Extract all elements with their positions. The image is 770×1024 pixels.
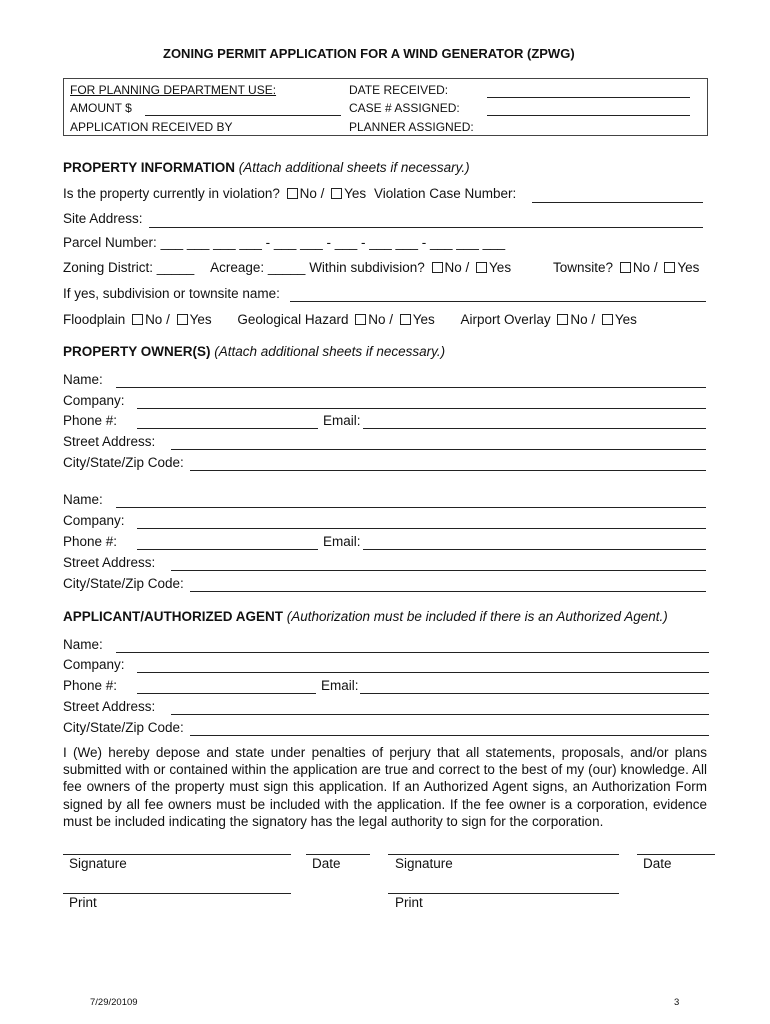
print2-label: Print xyxy=(395,895,423,910)
applicant-note: (Authorization must be included if there is an Authorized Agent.) xyxy=(286,609,668,624)
violation-question: Is the property currently in violation? xyxy=(63,186,280,201)
date2-label: Date xyxy=(643,856,672,871)
owner1-phone-field[interactable] xyxy=(137,428,318,429)
zoning-district-field[interactable]: Zoning District: _____ xyxy=(63,260,195,275)
subdivision-no-checkbox[interactable] xyxy=(432,262,443,273)
violation-case-field[interactable] xyxy=(532,202,703,203)
geological-no-checkbox[interactable] xyxy=(355,314,366,325)
parcel-row xyxy=(63,235,505,250)
owner1-phone-label: Phone #: xyxy=(63,413,118,428)
zoning-row xyxy=(63,260,511,275)
site-address-field[interactable] xyxy=(149,227,703,228)
owner2-email-field[interactable] xyxy=(363,549,706,550)
townsite-yes-label: Yes xyxy=(677,260,700,275)
parcel-number-label: Parcel Number: xyxy=(63,235,157,250)
applicant-name-field[interactable] xyxy=(116,652,709,653)
subdivision-name-field[interactable] xyxy=(290,301,706,302)
floodplain-yes-label: Yes xyxy=(189,312,212,327)
signature1-line[interactable] xyxy=(63,854,291,855)
applicant-email-field[interactable] xyxy=(360,693,709,694)
signature1-label: Signature xyxy=(69,856,127,871)
owners-section-heading xyxy=(63,344,445,359)
date1-line[interactable] xyxy=(306,854,370,855)
airport-label: Airport Overlay xyxy=(460,312,551,327)
applicant-phone-field[interactable] xyxy=(137,693,316,694)
owner2-city-field[interactable] xyxy=(190,591,706,592)
owner1-company-label: Company: xyxy=(63,393,125,408)
page-number: 3 xyxy=(674,997,680,1008)
applicant-phone-label: Phone #: xyxy=(63,678,118,693)
form-title: ZONING PERMIT APPLICATION FOR A WIND GENERATOR (ZPWG) xyxy=(163,46,575,61)
owner1-name-field[interactable] xyxy=(116,387,706,388)
geological-yes-label: Yes xyxy=(412,312,435,327)
owner1-email-label: Email: xyxy=(323,413,361,428)
airport-no-checkbox[interactable] xyxy=(557,314,568,325)
violation-row xyxy=(63,186,516,201)
applicant-name-label: Name: xyxy=(63,637,103,652)
applicant-city-field[interactable] xyxy=(190,735,709,736)
applicant-company-field[interactable] xyxy=(137,672,709,673)
townsite-no-label: No / xyxy=(632,260,658,275)
owners-heading: PROPERTY OWNER(S) xyxy=(63,344,211,359)
signature2-label: Signature xyxy=(395,856,453,871)
owner2-email-label: Email: xyxy=(323,534,361,549)
print1-line[interactable] xyxy=(63,893,291,894)
violation-case-label: Violation Case Number: xyxy=(373,186,517,201)
owner2-phone-field[interactable] xyxy=(137,549,318,550)
airport-yes-label: Yes xyxy=(614,312,637,327)
received-by-label: APPLICATION RECEIVED BY xyxy=(70,120,233,134)
site-address-label: Site Address: xyxy=(63,211,143,226)
applicant-email-label: Email: xyxy=(321,678,359,693)
owner2-city-label: City/State/Zip Code: xyxy=(63,576,184,591)
townsite-label: Townsite? xyxy=(553,260,614,275)
violation-yes-checkbox[interactable] xyxy=(331,188,342,199)
violation-no-checkbox[interactable] xyxy=(287,188,298,199)
planner-assigned-label: PLANNER ASSIGNED: xyxy=(349,120,474,134)
owner2-street-field[interactable] xyxy=(171,570,706,571)
owner1-email-field[interactable] xyxy=(363,428,706,429)
townsite-row xyxy=(553,260,699,275)
owner1-city-label: City/State/Zip Code: xyxy=(63,455,184,470)
owner1-street-field[interactable] xyxy=(171,449,706,450)
townsite-yes-checkbox[interactable] xyxy=(664,262,675,273)
airport-no-label: No / xyxy=(570,312,596,327)
owner2-name-label: Name: xyxy=(63,492,103,507)
parcel-number-field[interactable]: ___ ___ ___ ___ - ___ ___ - ___ - ___ ___ - ___ ___ ___ xyxy=(160,235,506,250)
overlay-row xyxy=(63,312,637,327)
subdivision-name-label: If yes, subdivision or townsite name: xyxy=(63,286,280,301)
footer-date: 7/29/20109 xyxy=(90,997,138,1008)
owner1-street-label: Street Address: xyxy=(63,434,156,449)
owner1-company-field[interactable] xyxy=(137,408,706,409)
print2-line[interactable] xyxy=(388,893,619,894)
for-planning-label: FOR PLANNING DEPARTMENT USE: xyxy=(70,83,277,97)
owner2-phone-label: Phone #: xyxy=(63,534,118,549)
applicant-company-label: Company: xyxy=(63,657,125,672)
property-note: (Attach additional sheets if necessary.) xyxy=(238,160,470,175)
applicant-street-label: Street Address: xyxy=(63,699,156,714)
townsite-no-checkbox[interactable] xyxy=(620,262,631,273)
date-received-field[interactable] xyxy=(487,97,690,98)
amount-field[interactable] xyxy=(145,115,341,116)
signature2-line[interactable] xyxy=(388,854,619,855)
applicant-heading: APPLICANT/AUTHORIZED AGENT xyxy=(63,609,283,624)
property-heading: PROPERTY INFORMATION xyxy=(63,160,236,175)
airport-yes-checkbox[interactable] xyxy=(602,314,613,325)
geological-label: Geological Hazard xyxy=(237,312,349,327)
date2-line[interactable] xyxy=(637,854,715,855)
violation-yes-label: Yes xyxy=(344,186,367,201)
acreage-field[interactable]: Acreage: _____ xyxy=(210,260,306,275)
owner2-company-label: Company: xyxy=(63,513,125,528)
print1-label: Print xyxy=(69,895,97,910)
property-section-heading xyxy=(63,160,470,175)
subdivision-yes-checkbox[interactable] xyxy=(476,262,487,273)
owner2-street-label: Street Address: xyxy=(63,555,156,570)
applicant-section-heading xyxy=(63,609,668,624)
owners-note: (Attach additional sheets if necessary.) xyxy=(214,344,446,359)
declaration-text: I (We) hereby depose and state under penalties of perjury that all statements, proposals, and/or plans submitted with or contained within the application are true and correct to the best of my (our) knowledge. All fee owners of the property must sign this application. If an Authorized Agent signs, an Authorization Form signed by all fee owners must be included with the application. If the fee owner is a corporation, evidence must be included indicating the signatory has the legal authority to sign for the corporation. xyxy=(63,745,707,829)
case-assigned-label: CASE # ASSIGNED: xyxy=(349,101,460,115)
amount-label: AMOUNT $ xyxy=(70,101,132,115)
floodplain-label: Floodplain xyxy=(63,312,126,327)
floodplain-no-checkbox[interactable] xyxy=(132,314,143,325)
owner1-city-field[interactable] xyxy=(190,470,706,471)
date1-label: Date xyxy=(312,856,341,871)
within-subdivision-label: Within subdivision? xyxy=(309,260,425,275)
case-assigned-field[interactable] xyxy=(487,115,690,116)
floodplain-yes-checkbox[interactable] xyxy=(177,314,188,325)
violation-no-label: No / xyxy=(299,186,325,201)
floodplain-no-label: No / xyxy=(145,312,170,327)
owner1-name-label: Name: xyxy=(63,372,103,387)
geological-yes-checkbox[interactable] xyxy=(400,314,411,325)
owner2-company-field[interactable] xyxy=(137,528,706,529)
subdivision-yes-label: Yes xyxy=(489,260,512,275)
geological-no-label: No / xyxy=(368,312,393,327)
applicant-city-label: City/State/Zip Code: xyxy=(63,720,184,735)
date-received-label: DATE RECEIVED: xyxy=(349,83,449,97)
subdivision-no-label: No / xyxy=(444,260,470,275)
applicant-street-field[interactable] xyxy=(171,714,709,715)
owner2-name-field[interactable] xyxy=(116,507,706,508)
